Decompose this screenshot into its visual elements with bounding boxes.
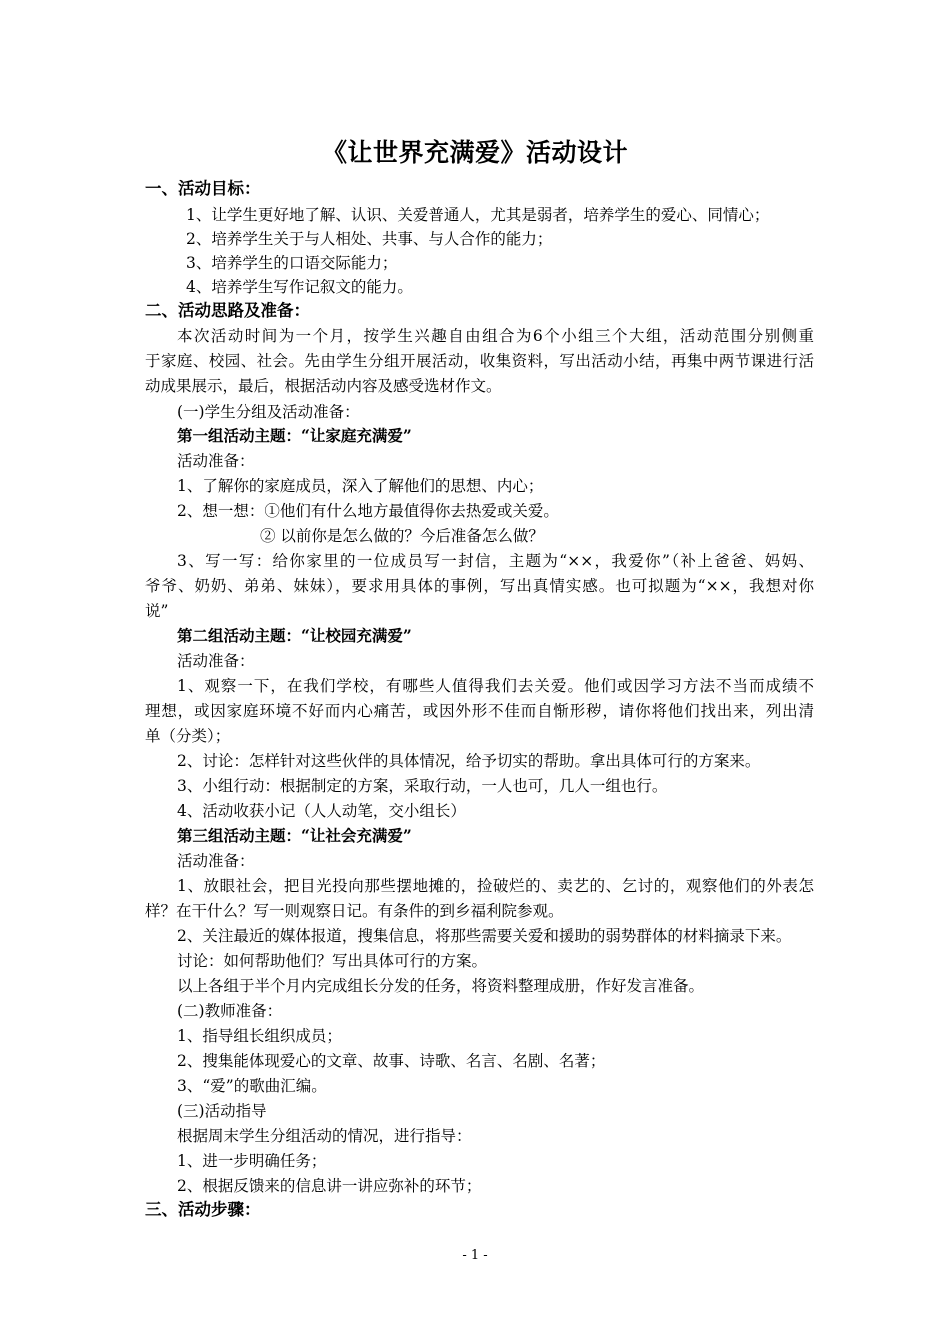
paragraph-line: 以上各组于半个月内完成组长分发的任务，将资料整理成册，作好发言准备。 bbox=[177, 977, 705, 995]
goal-item: 2、培养学生关于与人相处、共事、与人合作的能力； bbox=[186, 230, 553, 248]
list-item: 讨论：如何帮助他们？写出具体可行的方案。 bbox=[177, 952, 488, 970]
prep-label: 活动准备： bbox=[177, 652, 255, 670]
paragraph-line: 说” bbox=[145, 602, 169, 620]
list-item: 2、想一想：①他们有什么地方最值得你去热爱或关爱。 bbox=[177, 502, 559, 520]
subsection-heading: (一)学生分组及活动准备： bbox=[177, 403, 360, 421]
list-item: 3、小组行动：根据制定的方案，采取行动，一人也可，几人一组也行。 bbox=[177, 777, 668, 795]
list-item: 1、了解你的家庭成员，深入了解他们的思想、内心； bbox=[177, 477, 544, 495]
group-2-theme: 第二组活动主题：“让校园充满爱” bbox=[177, 626, 412, 645]
list-item: 4、活动收获小记（人人动笔，交小组长） bbox=[177, 802, 466, 820]
subsection-heading: (三)活动指导 bbox=[177, 1102, 267, 1120]
paragraph-line: 1、观察一下，在我们学校，有哪些人值得我们去关爱。他们或因学习方法不当而成绩不 bbox=[177, 677, 814, 695]
section-1-heading: 一、活动目标： bbox=[145, 179, 261, 198]
list-item: 2、关注最近的媒体报道，搜集信息，将那些需要关爱和援助的弱势群体的材料摘录下来。 bbox=[177, 927, 792, 945]
goal-item: 4、培养学生写作记叙文的能力。 bbox=[186, 278, 413, 296]
paragraph-line: 本次活动时间为一个月，按学生兴趣自由组合为6个小组三个大组，活动范围分别侧重 bbox=[177, 327, 814, 345]
list-item: 2、讨论：怎样针对这些伙伴的具体情况，给予切实的帮助。拿出具体可行的方案来。 bbox=[177, 752, 761, 770]
paragraph-line: 动成果展示，最后，根据活动内容及感受选材作文。 bbox=[145, 377, 502, 395]
group-1-theme: 第一组活动主题：“让家庭充满爱” bbox=[177, 426, 412, 445]
list-item: 3、“爱”的歌曲汇编。 bbox=[177, 1077, 327, 1095]
list-item: 2、根据反馈来的信息讲一讲应弥补的环节； bbox=[177, 1177, 482, 1195]
paragraph-line: 于家庭、校园、社会。先由学生分组开展活动，收集资料，写出活动小结，再集中两节课进行活 bbox=[145, 352, 814, 370]
paragraph-line: 样？在干什么？写一则观察日记。有条件的到乡福利院参观。 bbox=[145, 902, 564, 920]
paragraph-line: 1、放眼社会，把目光投向那些摆地摊的，捡破烂的、卖艺的、乞讨的，观察他们的外表怎 bbox=[177, 877, 814, 895]
prep-label: 活动准备： bbox=[177, 452, 255, 470]
list-item: 1、进一步明确任务； bbox=[177, 1152, 327, 1170]
paragraph-line: 根据周末学生分组活动的情况，进行指导： bbox=[177, 1127, 472, 1145]
list-item: ② 以前你是怎么做的？今后准备怎么做？ bbox=[260, 527, 544, 545]
group-3-theme: 第三组活动主题：“让社会充满爱” bbox=[177, 826, 412, 845]
section-2-heading: 二、活动思路及准备： bbox=[145, 301, 310, 320]
goal-item: 1、让学生更好地了解、认识、关爱普通人，尤其是弱者，培养学生的爱心、同情心； bbox=[186, 206, 770, 224]
paragraph-line: 单（分类）； bbox=[145, 727, 231, 745]
paragraph-line: 爷爷、奶奶、弟弟、妹妹），要求用具体的事例，写出真情实感。也可拟题为“××，我想对你 bbox=[145, 577, 814, 595]
section-3-heading: 三、活动步骤： bbox=[145, 1200, 261, 1219]
list-item: 2、搜集能体现爱心的文章、故事、诗歌、名言、名剧、名著； bbox=[177, 1052, 606, 1070]
page-title: 《让世界充满爱》活动设计 bbox=[321, 138, 628, 167]
page-number: - 1 - bbox=[462, 1248, 488, 1263]
goal-item: 3、培养学生的口语交际能力； bbox=[186, 254, 398, 272]
paragraph-line: 3、写一写：给你家里的一位成员写一封信，主题为“××，我爱你”（补上爸爸、妈妈、 bbox=[177, 552, 814, 570]
subsection-heading: (二)教师准备： bbox=[177, 1002, 283, 1020]
list-item: 1、指导组长组织成员； bbox=[177, 1027, 342, 1045]
paragraph-line: 理想，或因家庭环境不好而内心痛苦，或因外形不佳而自惭形秽，请你将他们找出来，列出清 bbox=[145, 702, 814, 720]
prep-label: 活动准备： bbox=[177, 852, 255, 870]
